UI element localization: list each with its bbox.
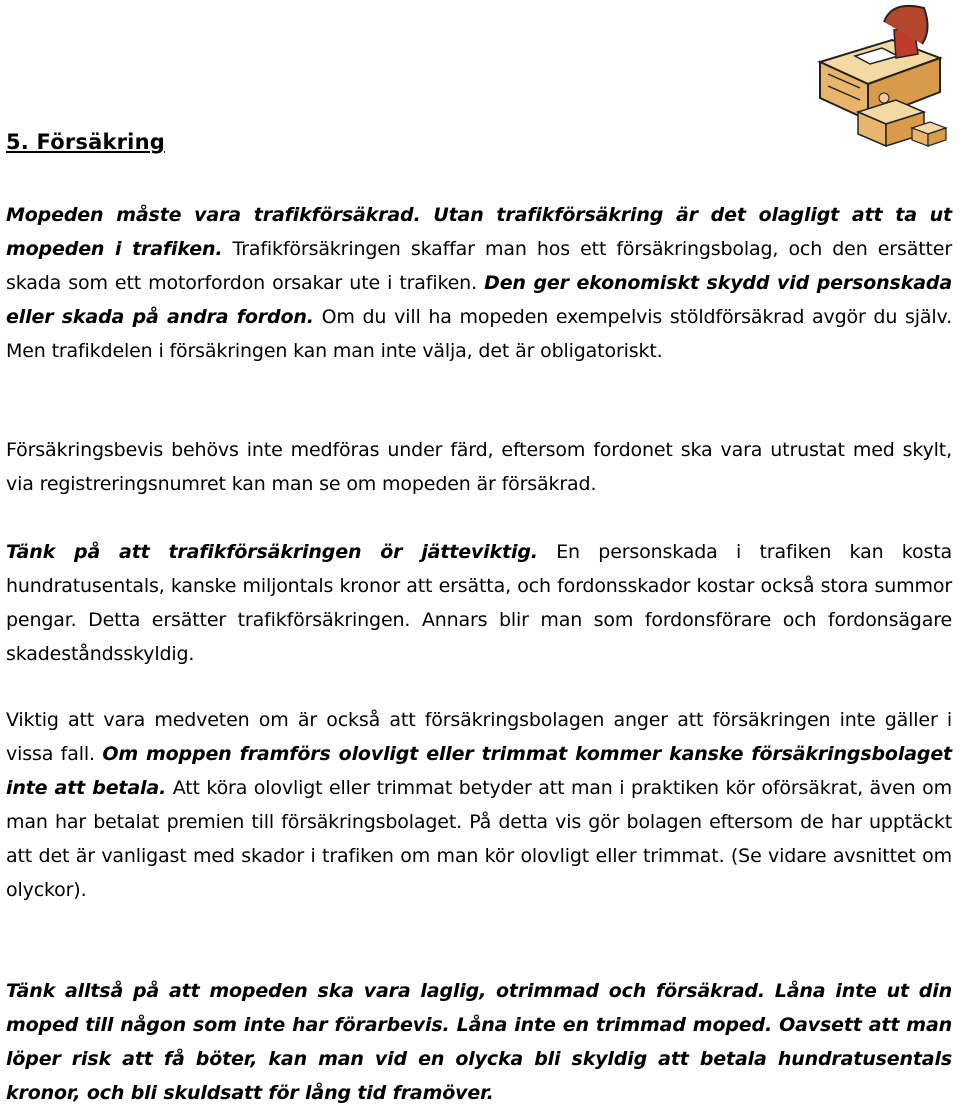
emphasis-text: Den ger ekonomiskt skydd vid personskada eller skada på andra fordon. [6,272,952,328]
office-desks-clipart [800,0,950,150]
paragraph-mandatory-insurance [6,198,952,368]
body-text: Viktig att vara medveten om är också att försäkringsbolagen anger att försäkringen inte gäller i vissa fall. [6,709,952,765]
body-text: En personskada i trafiken kan kosta hundratusentals, kanske miljontals kronor att ersätta, och fordonsskador kostar också stora summor pengar. Detta ersätter trafikförsäkringen. Annars blir man som fordonsförare och fordonsägare skadeståndsskyldig. [6,541,952,665]
paragraph-importance [6,535,952,671]
body-text: Om du vill ha mopeden exempelvis stöldförsäkrad avgör du själv. Men trafikdelen i försäkringen kan man inte välja, det är obligatoriskt. [6,306,953,362]
section-heading: 5. Försäkring [6,130,165,154]
paragraph-exceptions [6,703,952,907]
emphasis-text: Mopeden måste vara trafikförsäkrad. Utan trafikförsäkring är det olagligt att ta ut mopeden i trafiken. [6,204,952,260]
emphasis-text: Om moppen framförs olovligt eller trimmat kommer kanske försäkringsbolaget inte att betala. [6,743,952,799]
emphasis-text: Tänk på att trafikförsäkringen ör jätteviktig. [6,541,538,563]
body-text: Försäkringsbevis behövs inte medföras under färd, eftersom fordonet ska vara utrustat med skylt, via registreringsnumret kan man se om mopeden är försäkrad. [6,439,952,495]
paragraph-summary-warning [6,974,952,1110]
body-text: Trafikförsäkringen skaffar man hos ett försäkringsbolag, och den ersätter skada som ett motorfordon orsakar ute i trafiken. [6,238,952,294]
body-text: Att köra olovligt eller trimmat betyder att man i praktiken kör oförsäkrat, även om man har betalat premien till försäkringsbolaget. På detta vis gör bolagen eftersom de har upptäckt att det är vanligast med skador i trafiken om man kör olovligt eller trimmat. (Se vidare avsnittet om olyckor). [6,777,952,901]
paragraph-insurance-certificate [6,433,952,501]
emphasis-text: Tänk alltså på att mopeden ska vara laglig, otrimmad och försäkrad. Låna inte ut din moped till någon som inte har förarbevis. Låna inte en trimmad moped. Oavsett att man löper risk att få böter, kan man vid en olycka bli skyldig att betala hundratusentals kronor, och bli skuldsatt för lång tid framöver. [6,980,952,1104]
